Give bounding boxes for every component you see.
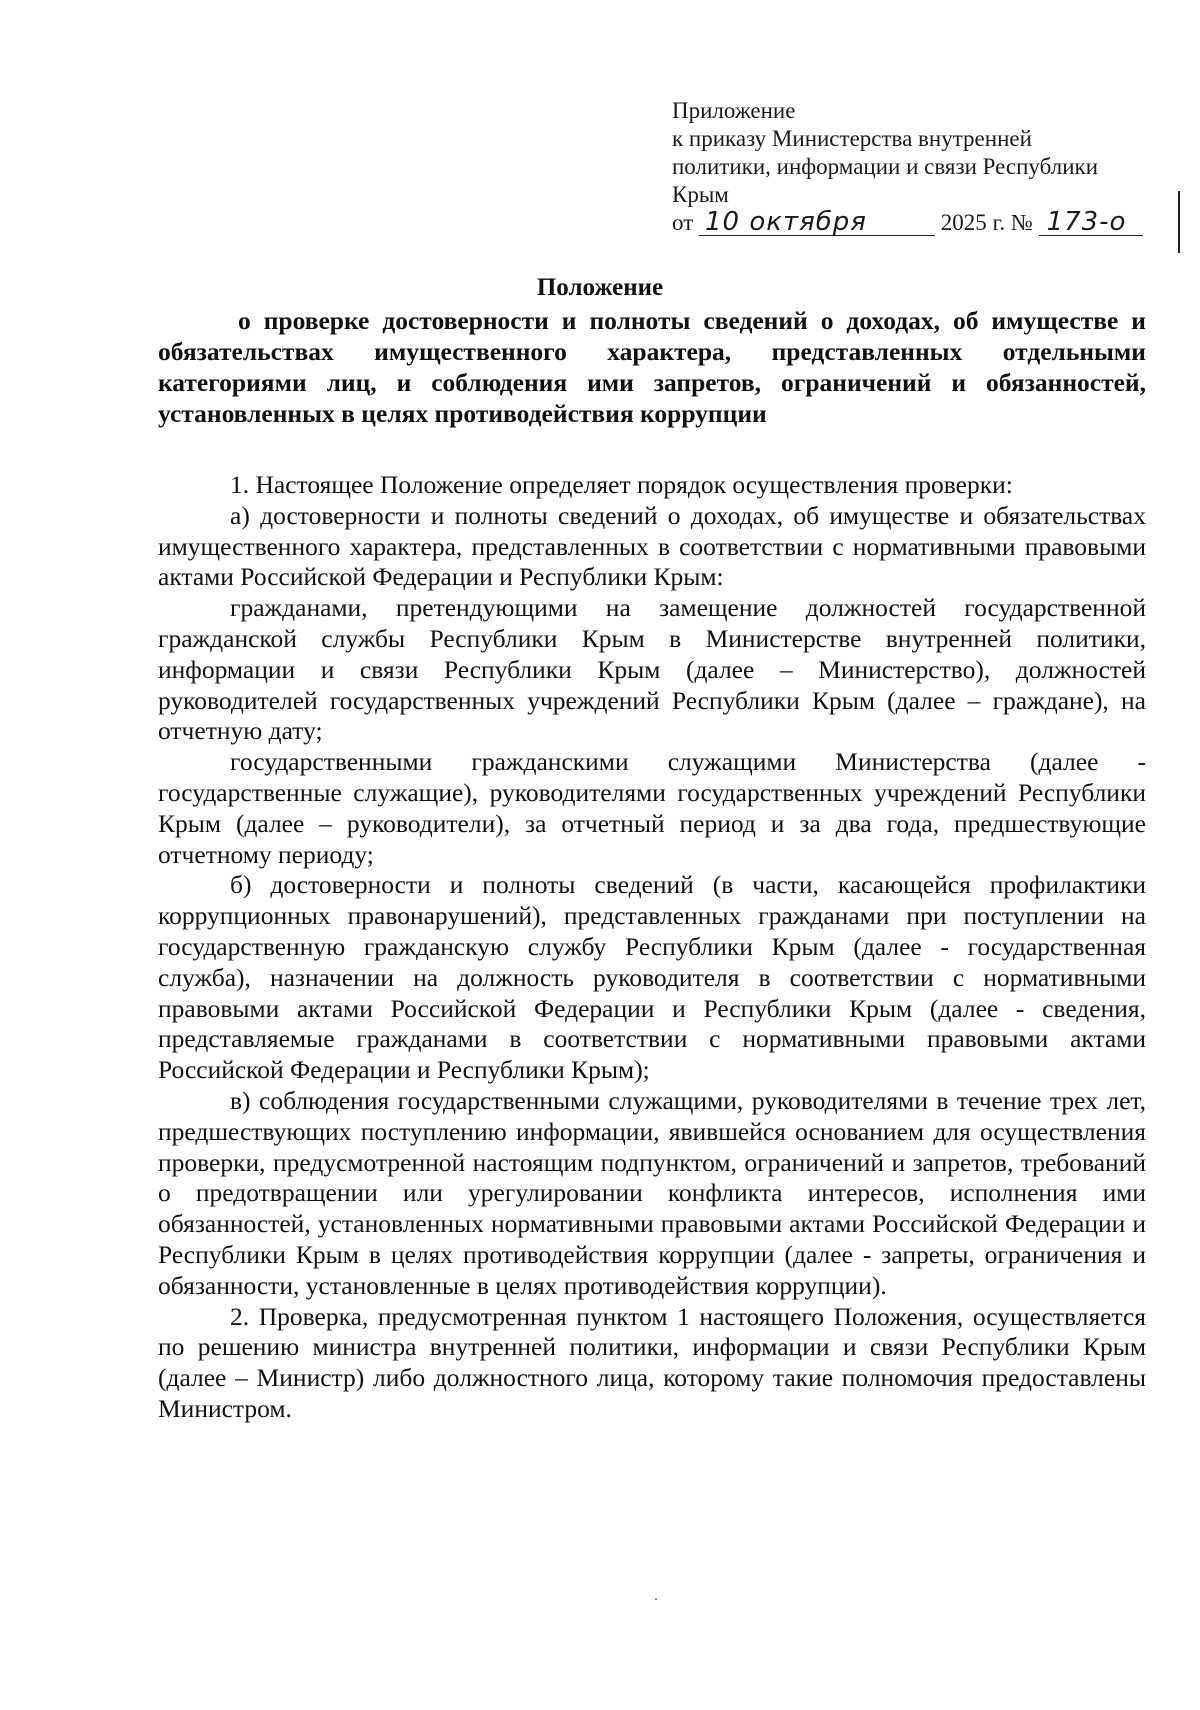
order-date-line [672,209,1172,243]
paragraph: б) достоверности и полноты сведений (в части, касающейся профилактики коррупционных правонарушений), представленных гражданами при поступлении на государственную гражданскую службу Республики Крым (далее - государственная служба), назначении на должность руководителя в соответствии с нормативными правовыми актами Российской Федерации и Республики Крым (далее - сведения, представляемые гражданами в соответствии с нормативными правовыми актами Российской Федерации и Республики Крым); [158,870,1146,1085]
approval-line: Приложение [672,98,796,123]
paragraph: 2. Проверка, предусмотренная пунктом 1 настоящего Положения, осуществляется по решению министра внутренней политики, информации и связи Республики Крым (далее – Министр) либо должностного лица, которому такие полномочия предоставлены Министром. [158,1301,1146,1423]
paragraph: в) соблюдения государственными служащими, руководителями в течение трех лет, предшествующих поступлению информации, явившейся основанием для осуществления проверки, предусмотренной настоящим подпунктом, ограничений и запретов, требований о предотвращении или урегулировании конфликта интересов, исполнения ими обязанностей, установленных нормативными правовыми актами Российской Федерации и Республики Крым в целях противодействия коррупции (далее - запреты, ограничения и обязанности, установленные в целях противодействия коррупции). [158,1085,1146,1300]
approval-line: политики, информации и связи Республики [672,154,1099,179]
document-subtitle: о проверке достоверности и полноты сведений о доходах, об имуществе и обязательствах имущественного характера, представленных отдельными категориями лиц, и соблюдения ими запретов, ограничений и обязанностей, установленных в целях противодействия коррупции [158,306,1146,428]
scan-speck [655,1598,657,1600]
approval-block [672,97,1172,243]
handwritten-order-number: 173-о [1039,209,1143,236]
order-year: 2025 г. № [940,210,1033,235]
document-title: Положение [536,274,664,301]
date-prefix: от [672,210,694,235]
paragraph: 1. Настоящее Положение определяет порядок осуществления проверки: [230,470,1013,499]
handwritten-date: 10 октября [699,209,935,236]
paragraph: государственными гражданскими служащими Министерства (далее - государственные служащие), руководителями государственных учреждений Республики Крым (далее – руководители), за отчетный период и за два года, предшествующие отчетному периоду; [158,747,1146,869]
document-body [158,470,1146,1425]
paragraph: а) достоверности и полноты сведений о доходах, об имуществе и обязательствах имущественного характера, представленных в соответствии с нормативными правовыми актами Российской Федерации и Республики Крым: [158,500,1146,592]
margin-mark [1178,191,1180,253]
approval-line: к приказу Министерства внутренней [672,126,1032,151]
paragraph: гражданами, претендующими на замещение должностей государственной гражданской службы Республики Крым в Министерстве внутренней политики, информации и связи Республики Крым (далее – Министерство), должностей руководителей государственных учреждений Республики Крым (далее – граждане), на отчетную дату; [158,593,1146,746]
approval-line: Крым [672,182,729,207]
